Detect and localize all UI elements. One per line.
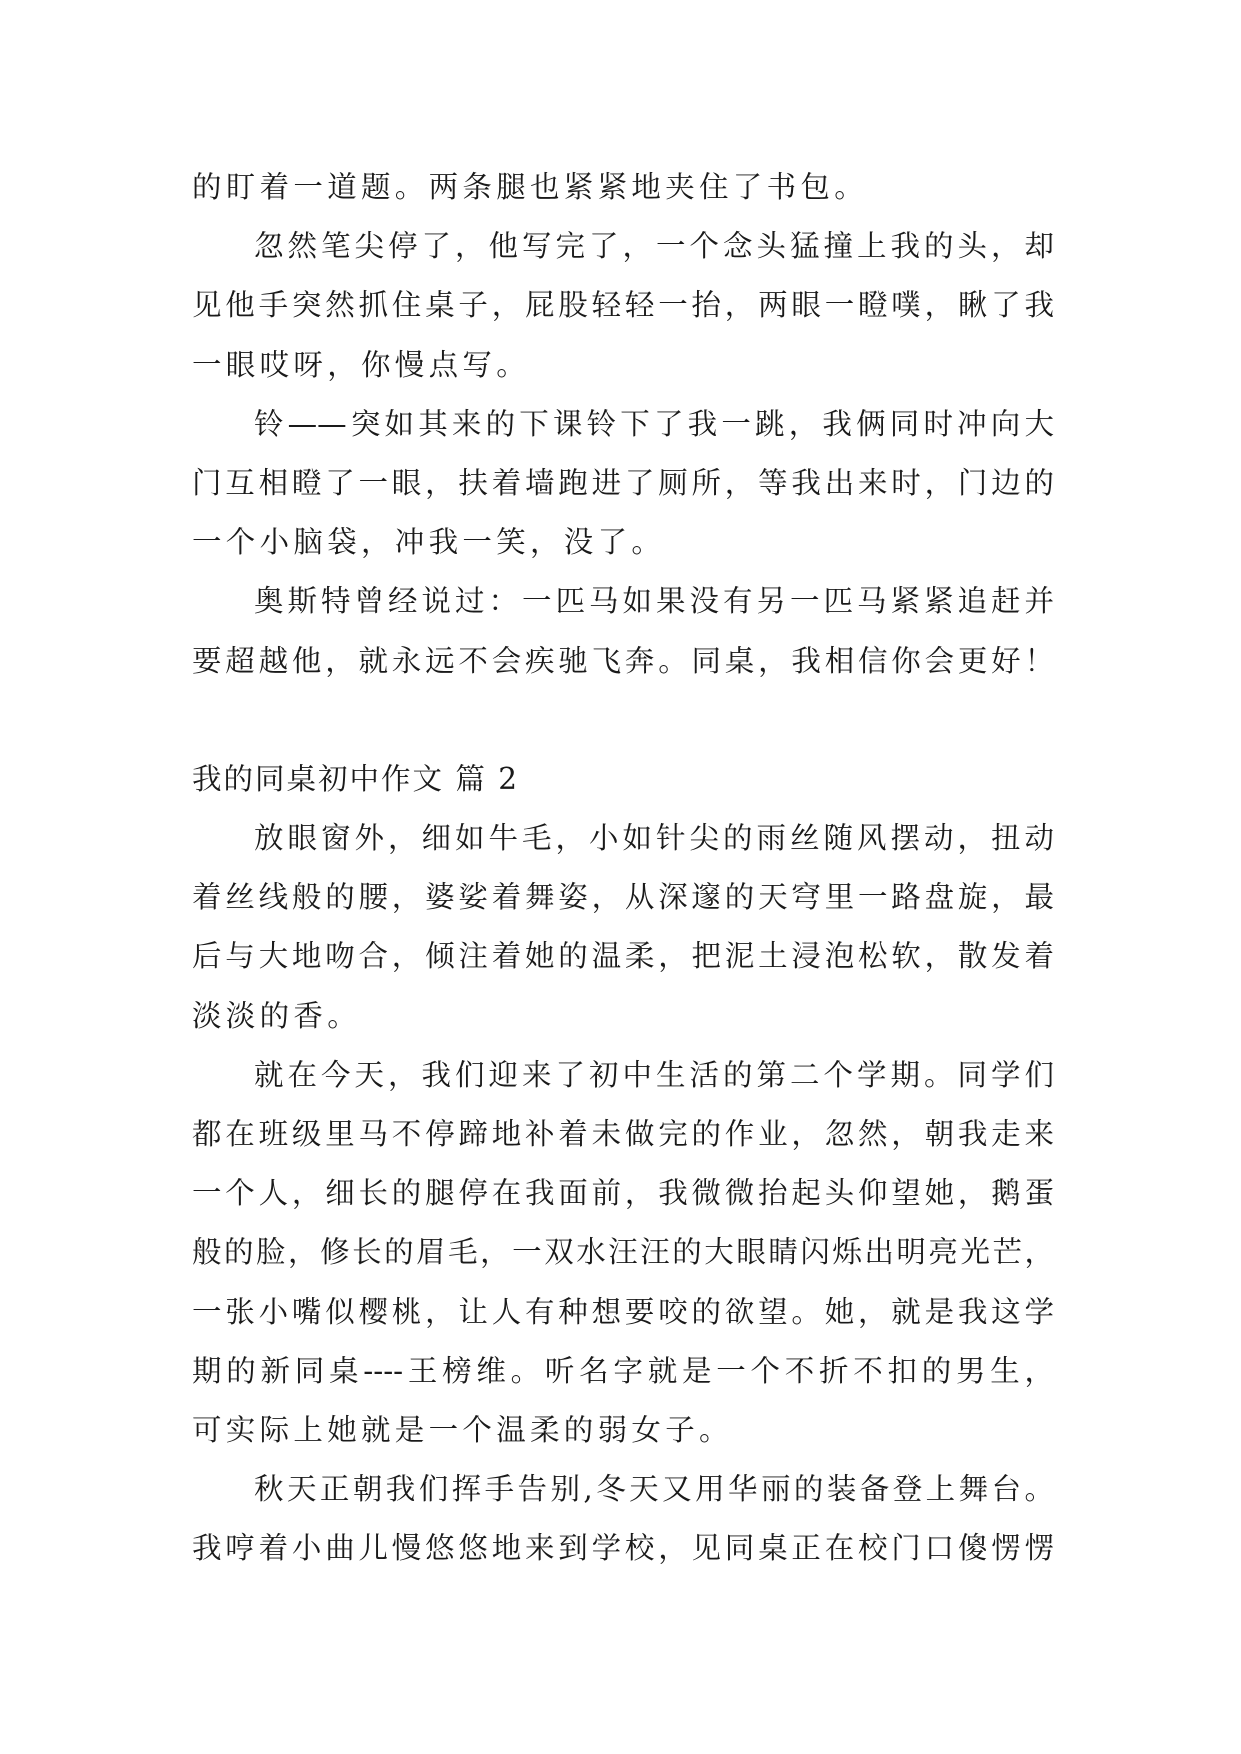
text-line: 般的脸，修长的眉毛，一双水汪汪的大眼睛闪烁出明亮光芒， (192, 1235, 1054, 1270)
paragraph (192, 395, 1054, 573)
paragraph (192, 809, 1054, 1046)
text-line: 放眼窗外，细如牛毛，小如针尖的雨丝随风摆动，扭动 (254, 821, 1054, 856)
text-line: 着丝线般的腰，婆娑着舞姿，从深邃的天穹里一路盘旋，最 (192, 880, 1054, 915)
paragraph (192, 217, 1054, 395)
text-line: 门互相瞪了一眼，扶着墙跑进了厕所，等我出来时，门边的 (192, 465, 1054, 500)
text-line: 忽然笔尖停了，他写完了，一个念头猛撞上我的头，却 (254, 229, 1054, 264)
text-line: 一眼哎呀，你慢点写。 (192, 347, 531, 382)
text-line: 我哼着小曲儿慢悠悠地来到学校，见同桌正在校门口傻愣愣 (192, 1531, 1054, 1566)
text-line: 奥斯特曾经说过：一匹马如果没有另一匹马紧紧追赶并 (254, 584, 1054, 619)
text-line: 期的新同桌----王榜维。听名字就是一个不折不扣的男生， (192, 1353, 1054, 1388)
text-line: 铃——突如其来的下课铃下了我一跳，我俩同时冲向大 (254, 406, 1054, 441)
document-page (192, 158, 1054, 1579)
text-line: 一张小嘴似樱桃，让人有种想要咬的欲望。她，就是我这学 (192, 1294, 1054, 1329)
text-line: 后与大地吻合，倾注着她的温柔，把泥土浸泡松软，散发着 (192, 939, 1054, 974)
paragraph (192, 1460, 1054, 1578)
paragraph (192, 1046, 1054, 1460)
text-line: 见他手突然抓住桌子，屁股轻轻一抬，两眼一瞪噗，瞅了我 (192, 288, 1054, 323)
text-line: 可实际上她就是一个温柔的弱女子。 (192, 1412, 733, 1447)
text-line: 要超越他，就永远不会疾驰飞奔。同桌，我相信你会更好！ (192, 643, 1054, 678)
text-line: 一个人，细长的腿停在我面前，我微微抬起头仰望她，鹅蛋 (192, 1176, 1054, 1211)
paragraph (192, 572, 1054, 690)
text-line: 就在今天，我们迎来了初中生活的第二个学期。同学们 (254, 1057, 1054, 1092)
text-line: 秋天正朝我们挥手告别,冬天又用华丽的装备登上舞台。 (254, 1472, 1054, 1507)
paragraph-continuation (192, 158, 1054, 217)
section-gap (192, 691, 1054, 750)
text-line: 淡淡的香。 (192, 998, 362, 1033)
text-line: 一个小脑袋，冲我一笑，没了。 (192, 525, 666, 560)
section-title: 我的同桌初中作文 篇 2 (192, 761, 520, 796)
text-line: 都在班级里马不停蹄地补着未做完的作业，忽然，朝我走来 (192, 1117, 1054, 1151)
text-line: 的盯着一道题。两条腿也紧紧地夹住了书包。 (192, 170, 869, 204)
